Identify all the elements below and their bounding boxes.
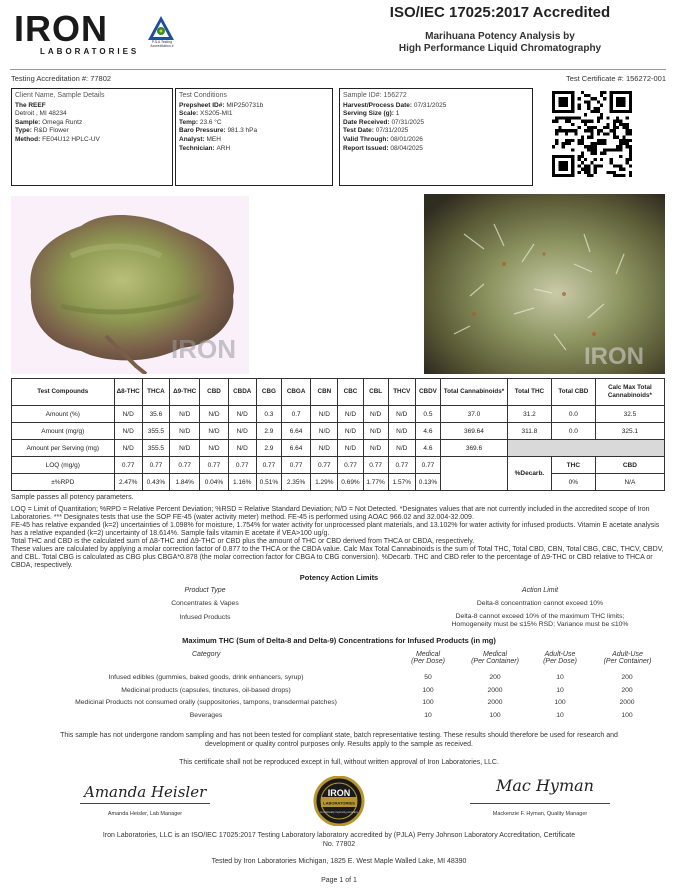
condition-row: Baro Pressure: 981.3 hPa — [179, 127, 258, 135]
note-4: These values are calculated by applying a molar correction factor of 0.877 to the THCA or the CBDA value. Calc Max Total Cannabinoids is the sum of Total THC, Total CBD, CBN, Total CBG, CBC, THCV, CBDV, and CBL. Total CBG is calculated as CBG plus CBGA*0.878 (the molar correction factor for CBGA to CBG conversion). %Decarb. THC and CBD refer to the percentage of Δ9-THC or CBD relative to THCA or CBDA, respectively. — [11, 546, 664, 569]
condition-row: Scale: XS205-MI1 — [179, 110, 233, 118]
max-thc-value: 100 — [422, 699, 434, 706]
potency-cell: N/D — [388, 423, 415, 440]
potency-cell: 6.64 — [281, 440, 310, 457]
signature-amanda: Amanda Heisler — [84, 783, 207, 801]
empty-cell — [440, 457, 507, 491]
max-thc-row — [11, 712, 667, 723]
potency-col-header: Total THC — [507, 379, 551, 406]
sample-row: Test Date: 07/31/2025 — [343, 127, 409, 135]
potency-cell: N/D — [311, 423, 338, 440]
condition-label: Technician — [179, 144, 213, 152]
sample-row-label: Valid Through — [343, 135, 387, 143]
note-3: Total THC and CBD is the calculated sum of Δ8-THC and Δ9-THC or CBD plus the amount of THC or CBD derived from THCA or CBDA, respectively. — [11, 538, 475, 545]
seal-caption: PJLA Testing Accreditation # — [150, 40, 174, 48]
potency-col-header: Test Compounds — [12, 379, 115, 406]
med-cont-label: Medical — [482, 651, 508, 658]
potency-col-header: THCA — [142, 379, 169, 406]
iron-labs-logo — [14, 8, 140, 56]
potency-cell: 0.77 — [228, 457, 256, 474]
signature-line-2 — [470, 803, 610, 804]
test-conditions-box — [175, 88, 333, 186]
potency-cell: 325.1 — [595, 423, 664, 440]
max-thc-value: 2000 — [619, 699, 635, 706]
reproduce-notice: This certificate shall not be reproduced except in full, without written approval of Iron Laboratories, LLC. — [179, 759, 499, 766]
med-cont-sub: (Per Container) — [471, 658, 519, 665]
max-thc-title: Maximum THC (Sum of Delta-8 and Delta-9) Concentrations for Infused Products (in mg) — [182, 636, 496, 645]
potency-cell: 1.77% — [363, 474, 388, 491]
max-col-category: Category — [192, 651, 221, 658]
potency-row-label: Amount (mg/g) — [12, 423, 115, 440]
potency-cell: N/D — [228, 406, 256, 423]
max-thc-value: 100 — [489, 711, 501, 719]
logo-text: IRON — [14, 8, 108, 49]
potency-col-header: Total Cannabinoids* — [440, 379, 507, 406]
condition-value: MIP250731b — [226, 101, 264, 109]
potency-col-header: Δ9-THC — [170, 379, 200, 406]
max-thc-value: 2000 — [487, 686, 503, 694]
sample-photo-whole — [11, 196, 249, 374]
condition-label: Temp — [179, 118, 196, 126]
potency-cell: 0.77 — [338, 457, 363, 474]
potency-cell: N/D — [228, 440, 256, 457]
condition-value: ARH — [216, 144, 231, 152]
adult-dose-sub: (Per Dose) — [543, 658, 577, 665]
potency-cell: N/D — [388, 440, 415, 457]
report-subtitle-2: High Performance Liquid Chromatography — [398, 43, 602, 54]
disclaimer-line-2: development or quality control purposes only. Results apply to the sample as received. — [205, 741, 473, 748]
potency-cell: 31.2 — [507, 406, 551, 423]
conditions-heading: Test Conditions — [179, 92, 227, 99]
max-col-adult-dose — [530, 651, 590, 665]
limits-col-action: Action Limit — [521, 587, 559, 594]
potency-cell: 0.77 — [415, 457, 440, 474]
sample-row-label: Harvest/Process Date — [343, 101, 410, 109]
type-label: Type — [15, 127, 30, 135]
sample-row: Date Received: 07/31/2025 — [343, 118, 424, 126]
potency-col-header: CBDA — [228, 379, 256, 406]
potency-col-header: THCV — [388, 379, 415, 406]
potency-cell: 355.5 — [142, 440, 169, 457]
watermark-2: IRON — [584, 343, 644, 370]
potency-cell: 0.5 — [415, 406, 440, 423]
max-thc-row — [11, 699, 667, 710]
limits-col-product: Product Type — [184, 587, 226, 594]
sample-row: Valid Through: 08/01/2026 — [343, 135, 423, 143]
sample-photo-closeup — [424, 194, 665, 374]
potency-cell: 35.6 — [142, 406, 169, 423]
potency-cell: N/D — [114, 406, 142, 423]
potency-cell: 0.77 — [311, 457, 338, 474]
potency-cell: 2.35% — [281, 474, 310, 491]
potency-cell: 0.0 — [551, 423, 595, 440]
potency-cell: 6.64 — [281, 423, 310, 440]
max-thc-value: 100 — [554, 699, 566, 706]
potency-cell: 0.77 — [388, 457, 415, 474]
potency-col-header: Total CBD — [551, 379, 595, 406]
potency-cell: 0.77 — [170, 457, 200, 474]
potency-cell: 4.6 — [415, 423, 440, 440]
max-thc-value: 50 — [424, 674, 432, 681]
client-details-box: Client Name, Sample Details The REEF Detroit , MI 48234 Sample: Omega Runtz Type: R&D Flower Method: FE04U12 HPLC-UV — [11, 88, 173, 186]
potency-col-header: Calc Max Total Cannabinoids* — [595, 379, 664, 406]
sample-id: Sample ID#: 156272 — [343, 92, 407, 99]
potency-cell: N/D — [311, 406, 338, 423]
limits-type-1: Concentrates & Vapes — [171, 600, 239, 607]
max-thc-category: Medicinal Products not consumed orally (suppositories, tampons, transdermal patches) — [75, 699, 337, 706]
max-thc-row — [11, 687, 667, 698]
potency-cell: 0.04% — [200, 474, 228, 491]
iron-labs-stamp-icon — [311, 776, 367, 826]
test-certificate: Test Certificate #: 156272-001 — [565, 74, 666, 83]
condition-value: XS205-MI1 — [199, 110, 233, 118]
action-limits-title: Potency Action Limits — [299, 573, 379, 582]
potency-cell: N/D — [388, 406, 415, 423]
qr-code-icon[interactable] — [552, 90, 632, 178]
potency-cell: 0.77 — [200, 457, 228, 474]
potency-cell: 0.69% — [338, 474, 363, 491]
condition-row: Temp: 23.6 °C — [179, 118, 222, 126]
adult-cont-sub: (Per Container) — [603, 658, 652, 665]
accreditation-line-1: Iron Laboratories, LLC is an ISO/IEC 17025:2017 Testing Laboratory laboratory accredited by (PJLA) Perry Johnson Laboratory Accreditation, Certificate — [102, 832, 576, 839]
condition-value: 981.3 hPa — [227, 127, 258, 135]
condition-value: 23.6 °C — [199, 118, 222, 126]
potency-cell: N/D — [311, 440, 338, 457]
tested-by: Tested by Iron Laboratories Michigan, 1825 E. West Maple Walled Lake, MI 48390 — [211, 858, 467, 865]
pass-statement: Sample passes all potency parameters. — [11, 494, 134, 501]
condition-row: Prepsheet ID#: MIP250731b — [179, 101, 264, 109]
max-thc-row — [11, 674, 667, 685]
potency-cell: N/D — [363, 423, 388, 440]
potency-cell: N/D — [363, 440, 388, 457]
signer-1: Amanda Heisler, Lab Manager — [107, 811, 183, 817]
potency-cell: 2.9 — [256, 440, 281, 457]
testing-accreditation: Testing Accreditation #: 77802 — [11, 74, 112, 83]
test-method: FE04U12 HPLC-UV — [42, 135, 100, 143]
potency-cell: N/D — [200, 423, 228, 440]
potency-row-label: LOQ (mg/g) — [12, 457, 115, 474]
potency-cell: N/D — [338, 423, 363, 440]
max-thc-value: 200 — [489, 674, 501, 681]
potency-cell: N/D — [338, 440, 363, 457]
sample-row-value: 07/31/2025 — [391, 118, 424, 126]
potency-row — [12, 474, 665, 491]
iso-title: ISO/IEC 17025:2017 Accredited — [389, 4, 611, 21]
potency-cell: 0.3 — [256, 406, 281, 423]
signature-mackenzie: Mac Hyman — [496, 776, 594, 795]
sample-info-box — [339, 88, 533, 186]
potency-cell: N/D — [338, 406, 363, 423]
sample-dates-list — [343, 102, 529, 154]
max-thc-value: 10 — [424, 711, 432, 719]
signature-line-1 — [80, 803, 210, 804]
method-notes — [11, 506, 667, 570]
condition-label: Prepsheet ID# — [179, 101, 223, 109]
potency-col-header: CBC — [338, 379, 363, 406]
note-2: FE-45 has relative expanded (k=2) uncertainties of 1.098% for moisture, 1.754% for water activity for unprocessed plant materials, and 13.102% for water activity for infused products. Vitamin E acetate analysis has a relative expanded (k=2) uncertainty of 18.614%. Sample fails vitamin E acetate if VEA>100 ug/g. — [11, 522, 660, 537]
max-thc-value: 100 — [422, 686, 434, 694]
potency-col-header: CBG — [256, 379, 281, 406]
potency-cell: 0.7 — [281, 406, 310, 423]
potency-col-header: CBDV — [415, 379, 440, 406]
sample-label: Sample — [15, 118, 39, 126]
max-col-med-dose — [398, 651, 458, 665]
page-number: Page 1 of 1 — [321, 877, 357, 884]
max-thc-value: 10 — [556, 674, 564, 681]
potency-cell: 0.77 — [256, 457, 281, 474]
max-thc-value: 200 — [621, 686, 633, 694]
potency-cell: 0.0 — [551, 406, 595, 423]
potency-row — [12, 423, 665, 440]
potency-cell: 0.77 — [142, 457, 169, 474]
max-col-med-cont — [460, 651, 530, 665]
potency-cell: N/D — [170, 406, 200, 423]
potency-cell: 355.5 — [142, 423, 169, 440]
potency-row-label: ±%RPD — [12, 474, 115, 491]
condition-row: Technician: ARH — [179, 144, 231, 152]
potency-cell: 0.43% — [142, 474, 169, 491]
potency-cell: 0.77 — [281, 457, 310, 474]
decarb-thc-label: THC — [551, 457, 595, 474]
potency-col-header: CBGA — [281, 379, 310, 406]
potency-row — [12, 440, 665, 457]
watermark-1: IRON — [171, 334, 236, 364]
condition-row: Analyst: MEH — [179, 135, 221, 143]
adult-dose-label: Adult-Use — [544, 651, 576, 658]
logo-subtext: LABORATORIES — [40, 47, 140, 56]
decarb-cbd-value: N/A — [595, 474, 664, 491]
potency-row-label: Amount (%) — [12, 406, 115, 423]
limits-value-2a: Delta-8 cannot exceed 10% of the maximum THC limits; — [455, 613, 625, 620]
potency-col-header: CBL — [363, 379, 388, 406]
sample-row-value: 07/31/2025 — [413, 101, 447, 109]
potency-results-table — [11, 378, 665, 491]
note-1: LOQ = Limit of Quantitation; %RPD = Relative Percent Deviation; %RSD = Relative Standard Deviation; N/D = Not Detected. *Designates values that are not currently included in the accredited scope of Iron Laboratories. *** Designates tests that use the SOP FE-45 (water activity meter) method. FE-45 is performed using AOAC 966.02 and 32.004-32.009. — [11, 506, 650, 521]
header-divider — [10, 69, 666, 70]
max-thc-value: 2000 — [487, 699, 503, 706]
condition-label: Analyst — [179, 135, 203, 143]
potency-cell: 369.64 — [440, 423, 507, 440]
sample-row: Serving Size (g): 1 — [343, 110, 400, 118]
potency-cell: 2.47% — [114, 474, 142, 491]
grey-fill-cell — [507, 440, 664, 457]
condition-label: Baro Pressure — [179, 127, 224, 135]
sample-row-value: 07/31/2025 — [375, 127, 409, 135]
potency-cell: N/D — [200, 440, 228, 457]
potency-col-header: CBD — [200, 379, 228, 406]
decarb-label: %Decarb. — [507, 457, 551, 491]
potency-cell: N/D — [200, 406, 228, 423]
potency-cell: 0.51% — [256, 474, 281, 491]
potency-cell: 311.8 — [507, 423, 551, 440]
sample-row: Harvest/Process Date: 07/31/2025 — [343, 101, 447, 109]
potency-cell: 37.0 — [440, 406, 507, 423]
potency-cell: 2.9 — [256, 423, 281, 440]
client-location: Detroit , MI 48234 — [15, 110, 67, 118]
sample-type: R&D Flower — [33, 127, 69, 135]
potency-col-header: CBN — [311, 379, 338, 406]
potency-header-row — [12, 379, 665, 406]
med-dose-label: Medical — [415, 651, 441, 658]
med-dose-sub: (Per Dose) — [411, 658, 445, 665]
max-thc-value: 200 — [621, 674, 633, 681]
sample-row-label: Test Date — [343, 127, 372, 135]
sample-row-value: 08/01/2026 — [390, 135, 423, 143]
sample-row-label: Date Received — [343, 118, 388, 126]
potency-cell: N/D — [363, 406, 388, 423]
max-col-adult-cont — [590, 651, 665, 665]
stamp-text: IRON — [327, 788, 351, 798]
signer-2: Mackenzie F. Hyman, Quality Manager — [492, 811, 588, 817]
potency-cell: 1.29% — [311, 474, 338, 491]
stamp-line: A continually improving company — [320, 811, 358, 814]
potency-cell: 1.16% — [228, 474, 256, 491]
max-thc-category: Medicinal products (capsules, tinctures, oil-based drops) — [121, 686, 291, 694]
potency-cell: 0.77 — [114, 457, 142, 474]
method-label: Method — [15, 135, 39, 143]
max-thc-category: Infused edibles (gummies, baked goods, drink enhancers, syrup) — [108, 674, 304, 681]
potency-cell: 32.5 — [595, 406, 664, 423]
potency-cell: N/D — [114, 423, 142, 440]
report-subtitle-1: Marihuana Potency Analysis by — [425, 31, 575, 42]
sample-row: Report Issued: 08/04/2025 — [343, 144, 423, 152]
potency-col-header: Δ8-THC — [114, 379, 142, 406]
limits-type-2: Infused Products — [179, 614, 231, 621]
condition-value: MEH — [206, 135, 221, 143]
disclaimer-line-1: This sample has not undergone random sampling and has not been tested for compliant state, batch representative testing. These results should therefore be used for research and — [60, 732, 618, 739]
conditions-list — [179, 102, 329, 154]
accreditation-line-2: No. 77802 — [322, 841, 356, 848]
potency-cell: 369.6 — [440, 440, 507, 457]
sample-row-value: 08/04/2025 — [390, 144, 423, 152]
adult-cont-label: Adult-Use — [612, 651, 643, 658]
decarb-cbd-label: CBD — [595, 457, 664, 474]
potency-cell: 1.84% — [170, 474, 200, 491]
sample-row-label: Serving Size (g) — [343, 110, 392, 118]
potency-cell: 0.13% — [415, 474, 440, 491]
potency-row-label: Amount per Serving (mg) — [12, 440, 115, 457]
condition-label: Scale — [179, 110, 196, 118]
max-thc-value: 10 — [556, 686, 564, 694]
limits-value-2b: Homogeneity must be ≤15% RSD; Variance must be ≤10% — [451, 621, 629, 628]
potency-cell: 4.6 — [415, 440, 440, 457]
potency-cell: N/D — [114, 440, 142, 457]
client-name: The REEF — [15, 101, 46, 109]
potency-cell: N/D — [170, 440, 200, 457]
sample-row-value: 1 — [395, 110, 400, 118]
client-heading: Client Name, Sample Details — [15, 92, 105, 99]
decarb-thc-value: 0% — [551, 474, 595, 491]
sample-row-label: Report Issued — [343, 144, 387, 152]
max-thc-value: 100 — [621, 711, 633, 719]
stamp-sub: LABORATORIES — [323, 800, 355, 806]
potency-row — [12, 457, 665, 474]
potency-cell: 0.77 — [363, 457, 388, 474]
potency-cell: N/D — [170, 423, 200, 440]
limits-value-1: Delta-8 concentration cannot exceed 10% — [476, 600, 604, 607]
sample-name: Omega Runtz — [42, 118, 83, 126]
potency-row — [12, 406, 665, 423]
potency-cell: N/D — [228, 423, 256, 440]
max-thc-value: 10 — [556, 711, 564, 719]
potency-cell: 1.57% — [388, 474, 415, 491]
max-thc-category: Beverages — [189, 711, 223, 719]
